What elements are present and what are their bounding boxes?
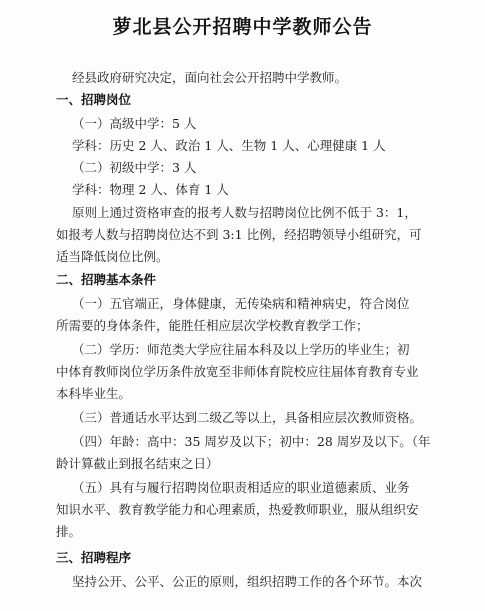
condition-text-line: （四）年龄：高中：35 周岁及以下；初中：28 周岁及以下。（年 [72,434,431,449]
document-title: 萝北县公开招聘中学教师公告 [112,16,373,38]
section-heading-conditions: 二、招聘基本条件 [56,272,157,287]
condition-text-line: （二）学历：师范类大学应往届本科及以上学历的毕业生；初 [72,342,410,357]
position-junior-high: （二）初级中学：3 人 [72,160,197,175]
condition-text-line: 排。 [56,524,82,539]
section-heading-positions: 一、招聘岗位 [56,92,132,107]
condition-text-line: 知识水平、教育教学能力和心理素质，热爱教师职业，服从组织安 [56,502,419,517]
condition-text-line: （一）五官端正，身体健康，无传染病和精神病史，符合岗位 [72,296,410,311]
ratio-paragraph-line: 原则上通过资格审查的报考人数与招聘岗位比例不低于 3：1， [72,205,417,220]
condition-text-line: 本科毕业生。 [56,386,132,401]
senior-high-subjects: 学科：历史 2 人、政治 1 人、生物 1 人、心理健康 1 人 [72,138,386,153]
procedure-text-line: 坚持公开、公平、公正的原则，组织招聘工作的各个环节。本次 [72,574,423,589]
section-heading-procedure: 三、招聘程序 [56,550,132,565]
condition-text-line: （三）普通话水平达到二级乙等以上，具备相应层次教师资格。 [72,410,423,425]
ratio-paragraph-line: 如报考人数与招聘岗位达不到 3:1 比例，经招聘领导小组研究，可 [56,227,422,242]
condition-text-line: 所需要的身体条件，能胜任相应层次学校教育教学工作； [56,318,369,333]
condition-text-line: 中体育教师岗位学历条件放宽至非师体育院校应往届体育教育专业 [56,364,419,379]
position-senior-high: （一）高级中学：5 人 [72,116,197,131]
intro-text: 经县政府研究决定，面向社会公开招聘中学教师。 [72,70,348,85]
junior-high-subjects: 学科：物理 2 人、体育 1 人 [72,182,229,197]
ratio-paragraph-line: 适当降低岗位比例。 [56,249,169,264]
condition-text-line: 龄计算截止到报名结束之日） [56,456,219,471]
condition-text-line: （五）具有与履行招聘岗位职责相适应的职业道德素质、业务 [72,480,410,495]
